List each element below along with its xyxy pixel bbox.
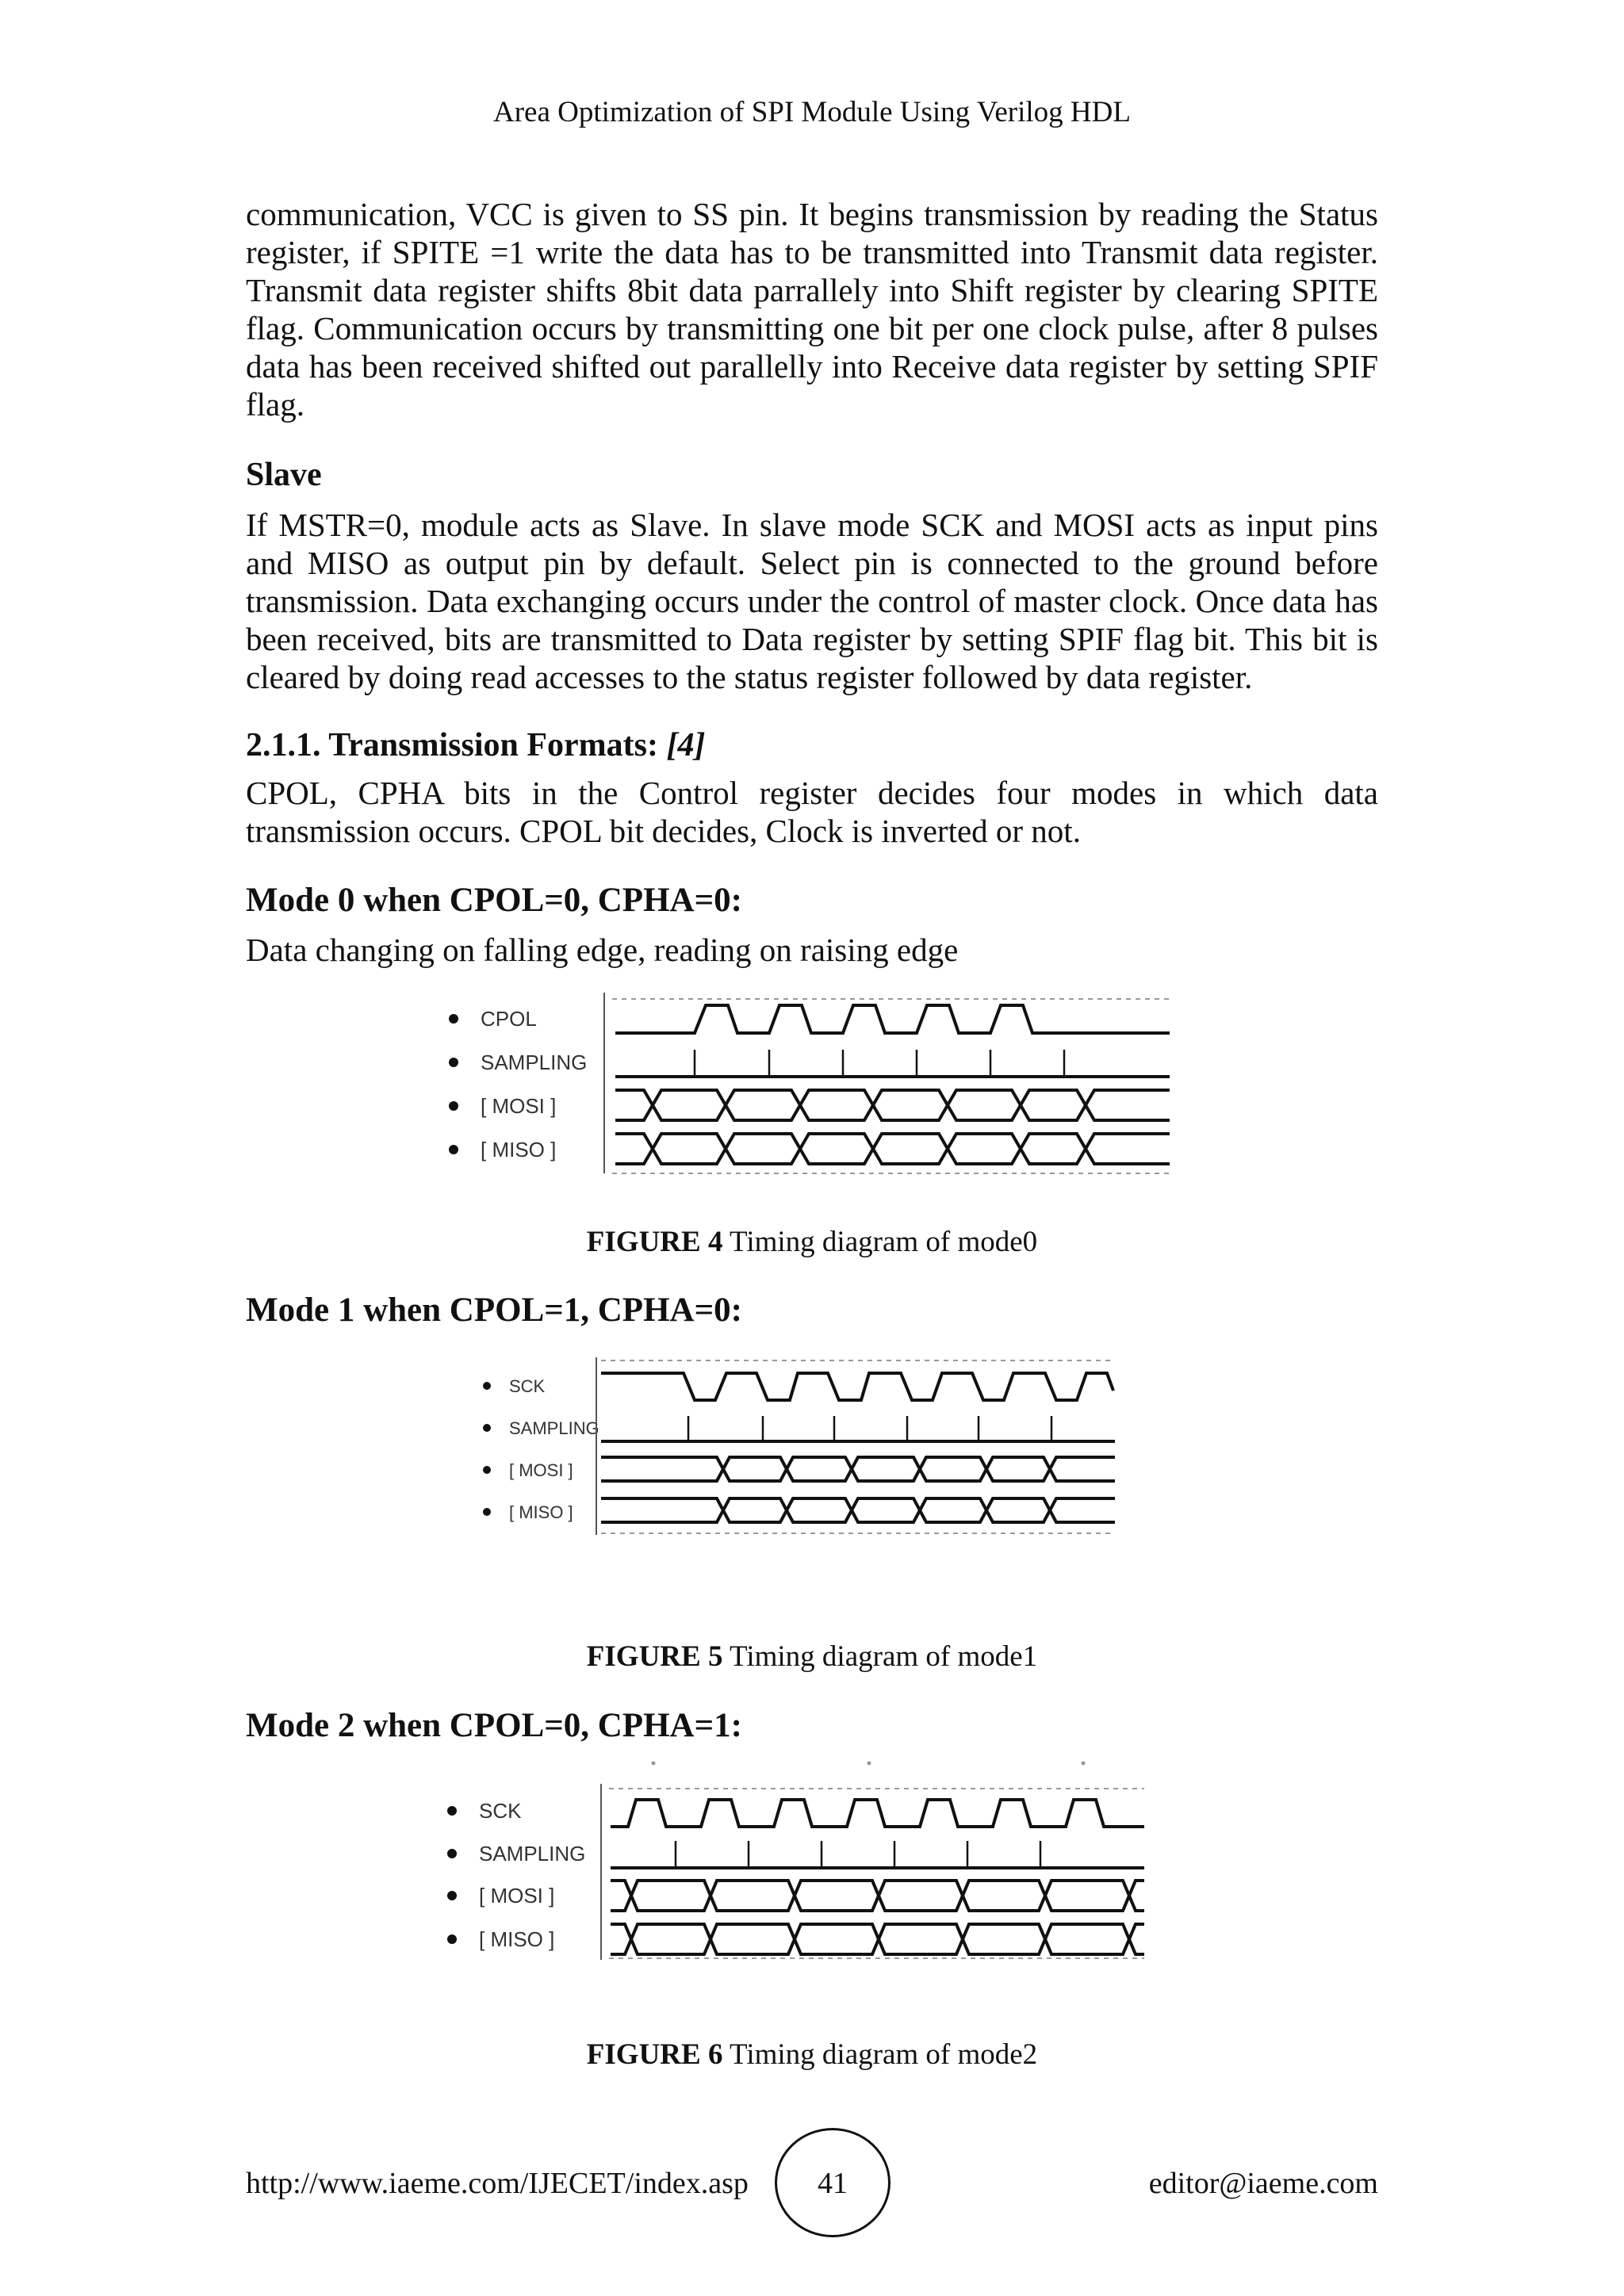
miso-waveform — [611, 1924, 1144, 1954]
signal-label-miso: [ MISO ] — [479, 1927, 555, 1951]
signal-bullet — [449, 1145, 458, 1154]
signal-labels — [449, 1007, 587, 1161]
signal-bullet — [483, 1382, 491, 1390]
signal-bullet — [449, 1014, 458, 1024]
figure-label: FIGURE 6 — [586, 2038, 723, 2071]
figure-caption-text: Timing diagram of mode2 — [730, 2038, 1038, 2071]
sampling-waveform — [615, 1050, 1170, 1077]
signal-label-miso: [ MISO ] — [509, 1502, 573, 1522]
signal-label-mosi: [ MOSI ] — [509, 1460, 573, 1480]
signal-label-sampling: SAMPLING — [481, 1050, 588, 1074]
signal-label-mosi: [ MOSI ] — [481, 1094, 557, 1118]
signal-label-sampling: SAMPLING — [479, 1842, 586, 1866]
scale-mark — [868, 1762, 871, 1766]
cpol-waveform — [615, 1005, 1170, 1033]
signal-labels — [483, 1376, 599, 1522]
figure-label: FIGURE 4 — [586, 1226, 723, 1258]
mosi-waveform — [611, 1881, 1144, 1911]
slave-paragraph: If MSTR=0, module acts as Slave. In slave mode SCK and MOSI acts as input pins and MISO as output pin by default. Select pin is connected to the ground before transmission. Data exchanging occurs under the control of master clock. Once data has been received, bits are transmitted to Data register by setting SPIF flag bit. This bit is cleared by doing read accesses to the status register followed by data register. — [246, 507, 1378, 695]
signal-label-sck: SCK — [479, 1799, 522, 1823]
signal-bullet — [483, 1424, 491, 1432]
mode2-heading: Mode 2 when CPOL=0, CPHA=1: — [246, 1707, 742, 1744]
signal-bullet — [447, 1891, 457, 1900]
mode1-heading: Mode 1 when CPOL=1, CPHA=0: — [246, 1292, 742, 1329]
section-reference: [4] — [666, 727, 706, 763]
signal-bullet — [483, 1508, 491, 1516]
signal-bullet — [447, 1849, 457, 1858]
section-heading — [246, 726, 705, 764]
figure-label: FIGURE 5 — [586, 1640, 723, 1673]
signal-bullet — [447, 1934, 457, 1944]
signal-labels — [447, 1799, 585, 1951]
miso-waveform — [601, 1498, 1115, 1522]
mode0-heading: Mode 0 when CPOL=0, CPHA=0: — [246, 882, 742, 919]
section-heading-text: 2.1.1. Transmission Formats: — [246, 727, 658, 763]
figure-caption-text: Timing diagram of mode0 — [730, 1226, 1038, 1258]
figure-caption-text: Timing diagram of mode1 — [730, 1640, 1038, 1673]
section-paragraph: CPOL, CPHA bits in the Control register decides four modes in which data transmission occurs. CPOL bit decides, Clock is inverted or not. — [246, 775, 1378, 849]
signal-bullet — [447, 1806, 457, 1816]
page-number: 41 — [818, 2167, 848, 2200]
mode0-timing-diagram — [436, 989, 1174, 1180]
miso-waveform — [615, 1134, 1170, 1164]
running-head: Area Optimization of SPI Module Using Verilog HDL — [493, 96, 1131, 128]
signal-label-sck: SCK — [509, 1376, 546, 1396]
footer-email-link[interactable]: editor@iaeme.com — [1148, 2167, 1378, 2200]
signal-label-sampling: SAMPLING — [509, 1418, 599, 1438]
figure-5-caption — [0, 1640, 1624, 1674]
sck-waveform — [601, 1373, 1113, 1400]
signal-bullet — [483, 1466, 491, 1474]
mode2-timing-diagram — [435, 1757, 1148, 1963]
signal-label-miso: [ MISO ] — [481, 1138, 557, 1161]
scale-mark — [1082, 1762, 1086, 1766]
figure-6-caption — [0, 2038, 1624, 2072]
sampling-waveform — [611, 1841, 1144, 1868]
signal-bullet — [449, 1101, 458, 1111]
figure-4-caption — [0, 1225, 1624, 1259]
signal-label-cpol: CPOL — [481, 1007, 537, 1031]
signal-label-mosi: [ MOSI ] — [479, 1884, 555, 1908]
scale-mark — [652, 1762, 656, 1766]
mosi-waveform — [601, 1457, 1115, 1481]
slave-heading: Slave — [246, 457, 322, 493]
footer-url-link[interactable]: http://www.iaeme.com/IJECET/index.asp — [246, 2167, 749, 2200]
sampling-waveform — [601, 1416, 1115, 1441]
mosi-waveform — [615, 1090, 1170, 1120]
signal-bullet — [449, 1058, 458, 1067]
mode0-description: Data changing on falling edge, reading on raising edge — [246, 932, 959, 968]
sck-waveform — [611, 1800, 1144, 1827]
mode1-timing-diagram — [473, 1356, 1123, 1538]
intro-paragraph: communication, VCC is given to SS pin. It begins transmission by reading the Status register, if SPITE =1 write the data has to be transmitted into Transmit data register. Transmit data register shifts 8bit data parrallely into Shift register by clearing SPITE flag. Communication occurs by transmitting one bit per one clock pulse, after 8 pulses data has been received shifted out parallelly into Receive data register by setting SPIF flag. — [246, 196, 1378, 423]
